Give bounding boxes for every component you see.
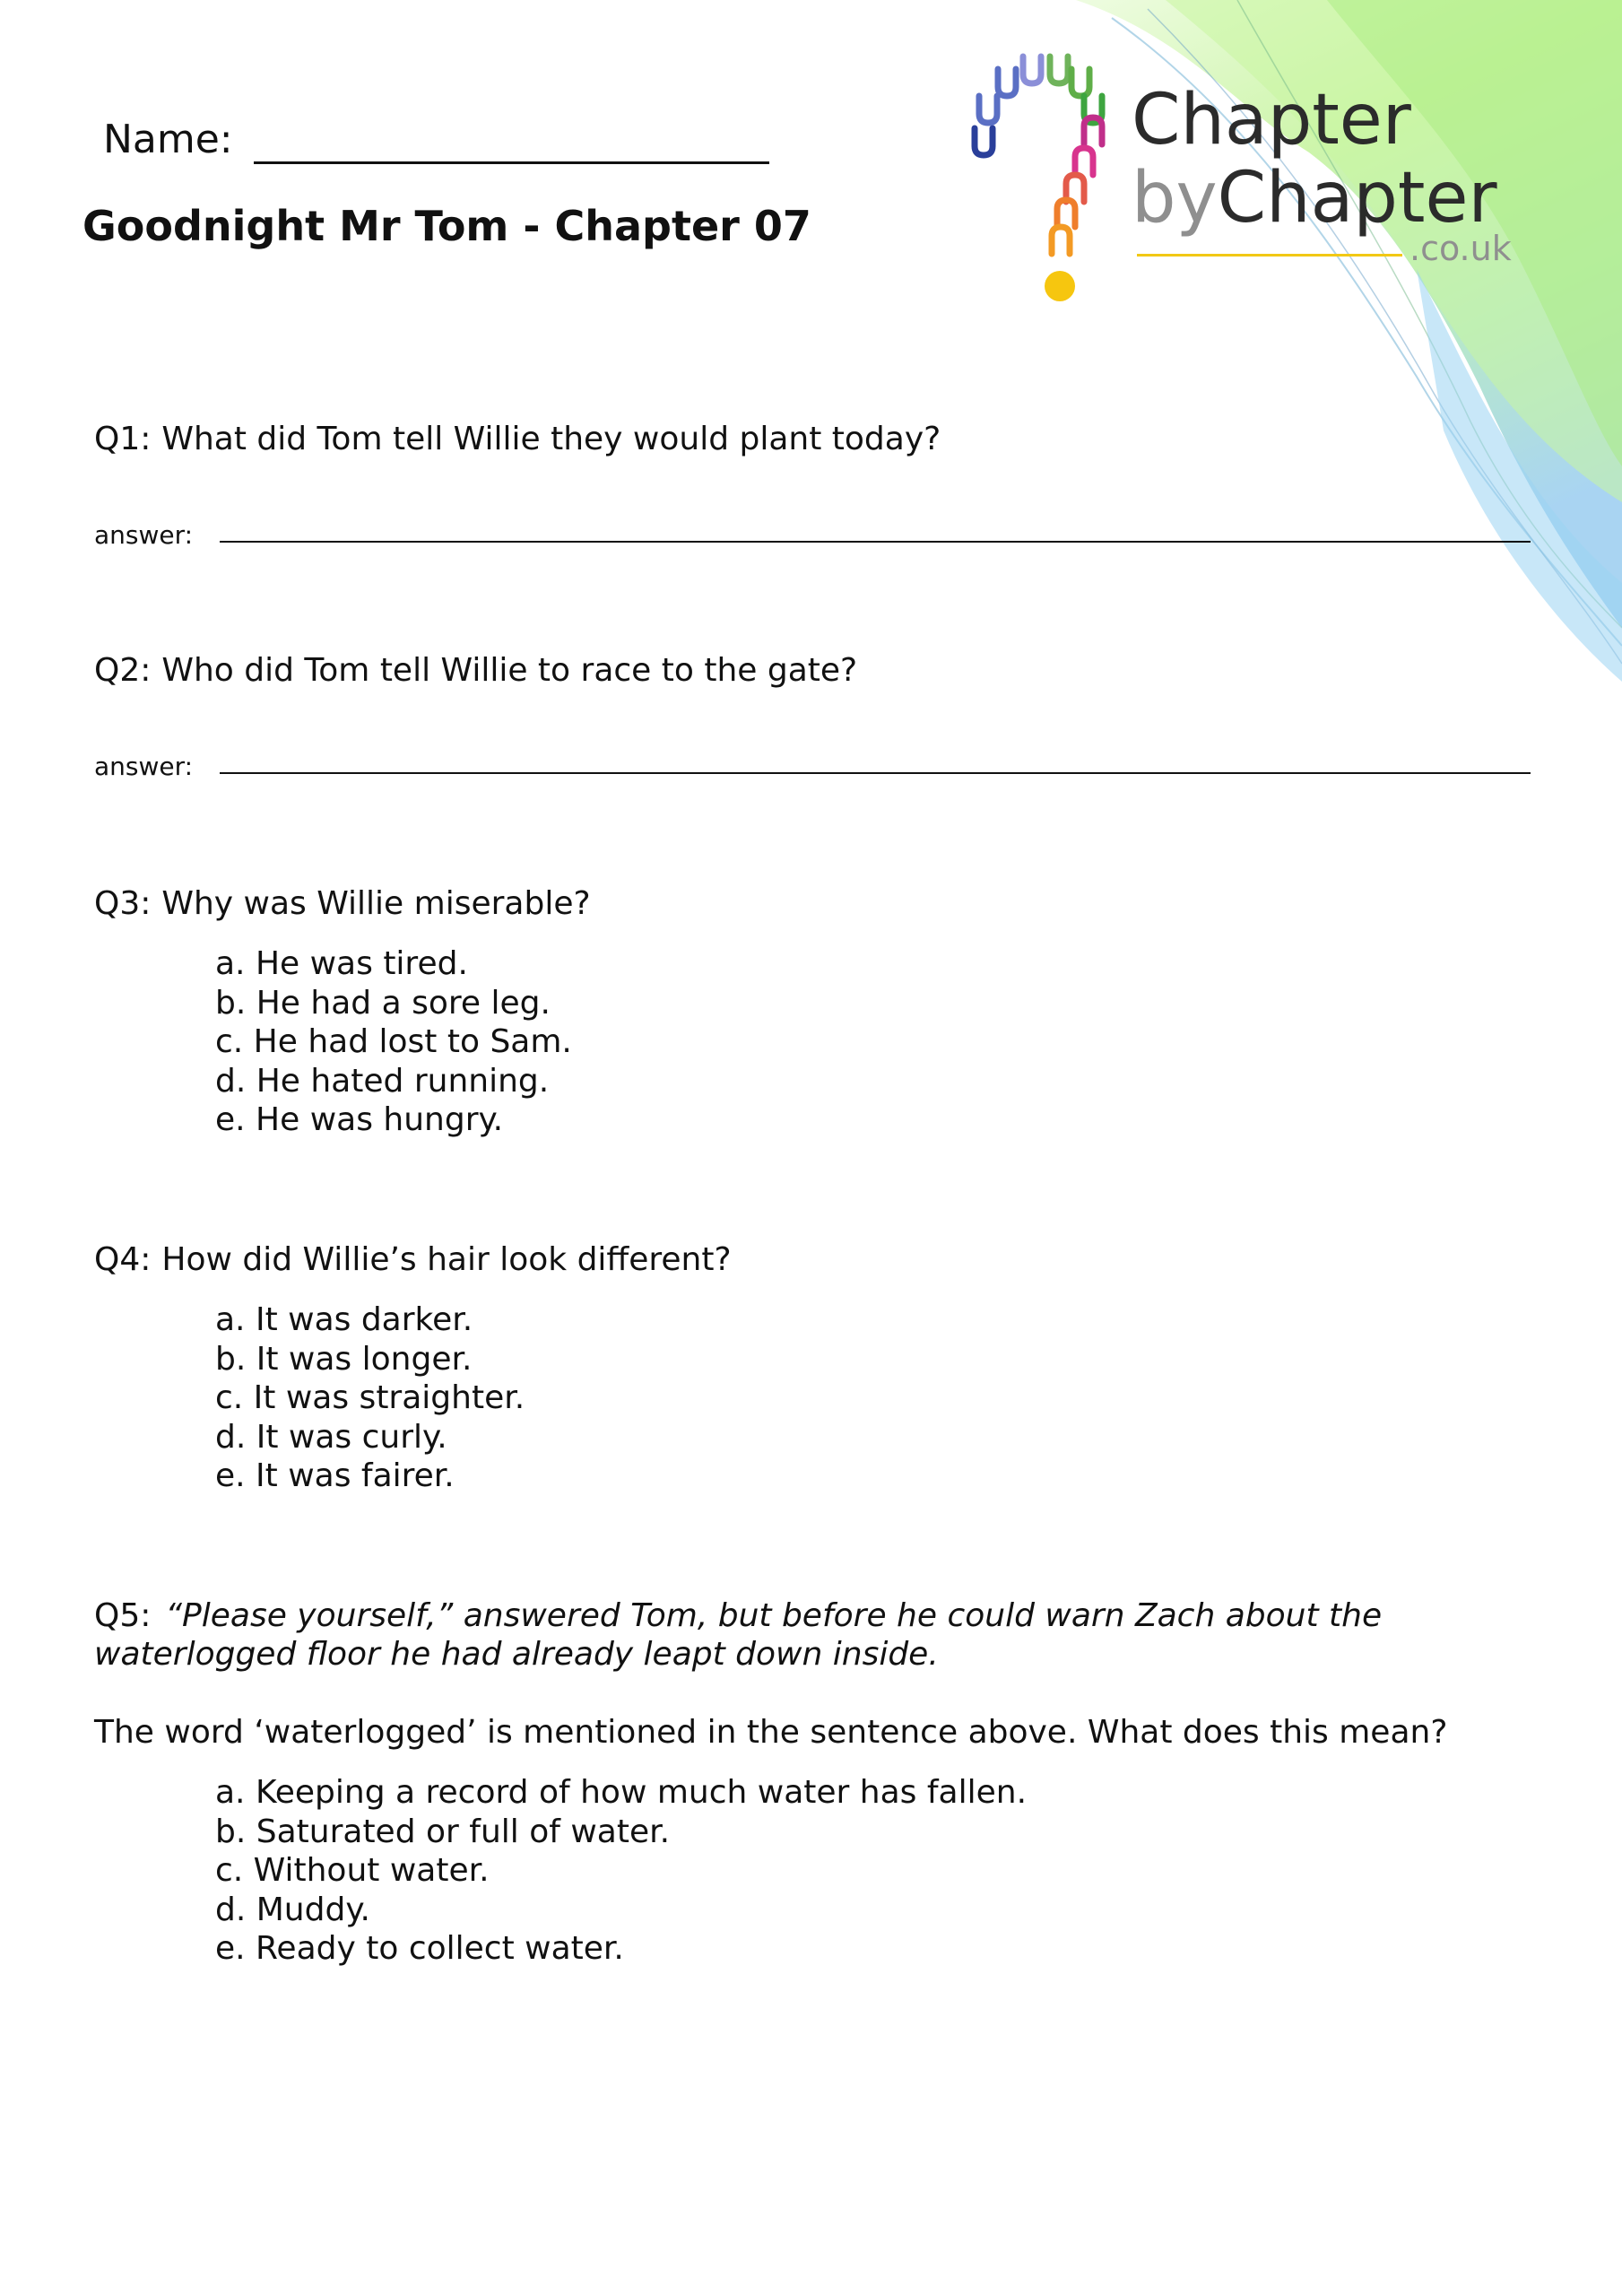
question-number: Q1: [94, 421, 152, 457]
question-3 [94, 884, 591, 923]
logo-text-by-chapter [1132, 158, 1497, 239]
question-4 [94, 1240, 732, 1279]
question-5-quote-line-1 [94, 1596, 1382, 1635]
worksheet-title: Goodnight Mr Tom - Chapter 07 [82, 202, 811, 250]
name-field[interactable] [254, 161, 769, 164]
answer-1-field[interactable] [220, 541, 1531, 543]
answer-2-field[interactable] [220, 772, 1531, 774]
question-4-options [215, 1300, 525, 1496]
logo-domain: .co.uk [1409, 229, 1512, 268]
question-text: What did Tom tell Willie they would plant today? [161, 421, 941, 457]
question-text: Who did Tom tell Willie to race to the gate? [161, 652, 858, 689]
question-text: Why was Willie miserable? [161, 885, 591, 922]
question-5-text: The word ‘waterlogged’ is mentioned in the sentence above. What does this mean? [94, 1714, 1448, 1751]
option-d[interactable]: d. Muddy. [215, 1891, 370, 1928]
option-a[interactable]: a. He was tired. [215, 945, 468, 982]
option-b[interactable]: b. Saturated or full of water. [215, 1813, 671, 1850]
question-number: Q5: [94, 1597, 152, 1634]
question-1 [94, 420, 941, 458]
option-e[interactable]: e. Ready to collect water. [215, 1930, 624, 1967]
question-number: Q2: [94, 652, 152, 689]
name-label: Name: [103, 117, 233, 162]
question-5-quote-line-2: waterlogged floor he had already leapt down inside. [94, 1636, 939, 1673]
option-e[interactable]: e. He was hungry. [215, 1101, 504, 1138]
logo-text-chapter-2: Chapter [1217, 158, 1497, 239]
option-e[interactable]: e. It was fairer. [215, 1457, 455, 1494]
logo-books-icon [964, 49, 1121, 318]
option-d[interactable]: d. It was curly. [215, 1418, 447, 1456]
option-b[interactable]: b. It was longer. [215, 1340, 473, 1378]
option-d[interactable]: d. He hated running. [215, 1062, 550, 1100]
option-c[interactable]: c. It was straighter. [215, 1379, 525, 1416]
answer-label: answer: [94, 752, 194, 781]
question-2 [94, 651, 857, 690]
option-a[interactable]: a. Keeping a record of how much water has fallen. [215, 1774, 1028, 1811]
logo-text-by: by [1132, 158, 1218, 239]
quote-text: “Please yourself,” answered Tom, but before he could warn Zach about the [165, 1597, 1383, 1634]
logo-underline [1137, 254, 1402, 257]
logo-text-chapter: Chapter [1132, 80, 1411, 161]
question-number: Q4: [94, 1241, 152, 1278]
option-c[interactable]: c. Without water. [215, 1852, 490, 1889]
question-3-options [215, 944, 572, 1140]
option-b[interactable]: b. He had a sore leg. [215, 984, 551, 1022]
option-c[interactable]: c. He had lost to Sam. [215, 1023, 572, 1060]
answer-label: answer: [94, 520, 194, 550]
question-text: How did Willie’s hair look different? [161, 1241, 732, 1278]
option-a[interactable]: a. It was darker. [215, 1301, 473, 1338]
question-number: Q3: [94, 885, 152, 922]
question-5-options [215, 1773, 1027, 1969]
